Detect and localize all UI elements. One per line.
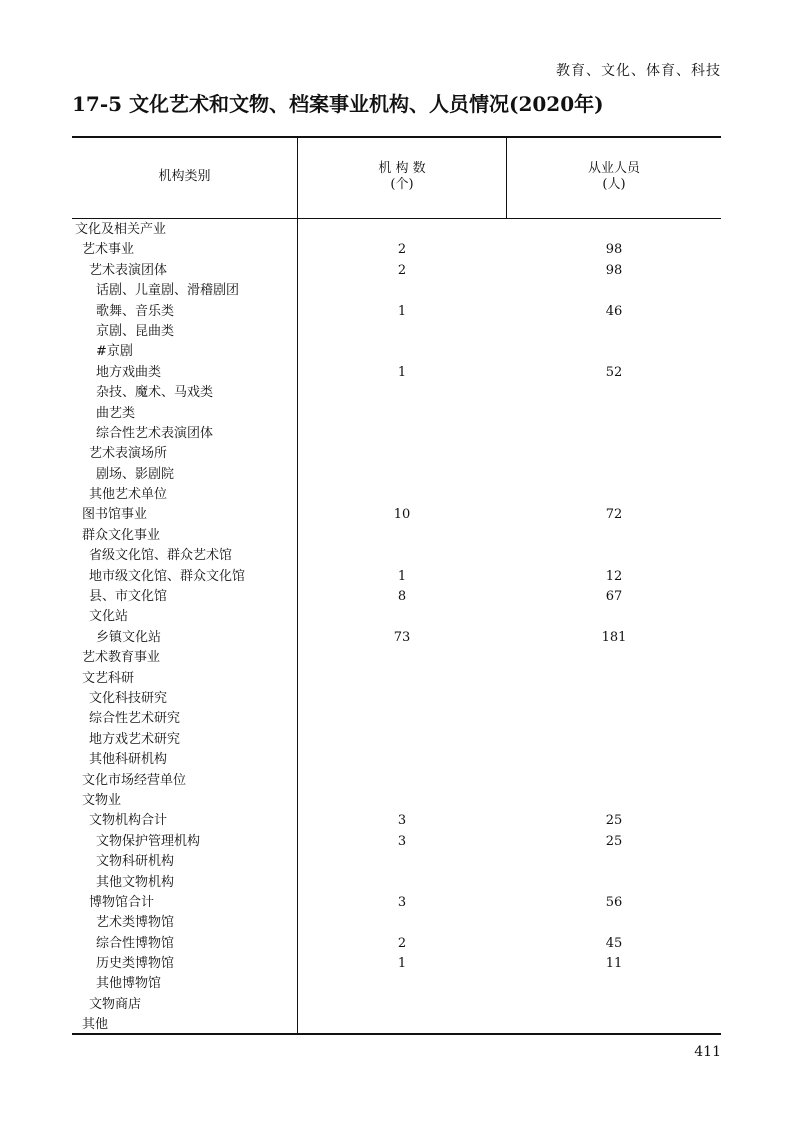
row-label: 其他 [82, 1017, 109, 1033]
row-label: 省级文化馆、群众艺术馆 [89, 548, 233, 564]
row-label: 地方戏艺术研究 [89, 731, 181, 747]
header-staff-label: 从业人员 [587, 161, 640, 176]
row-institution-count: 1 [397, 956, 407, 972]
table-row [72, 485, 721, 505]
table-row [72, 505, 721, 525]
row-label: 杂技、魔术、马戏类 [96, 385, 214, 401]
row-label: 艺术教育事业 [82, 650, 161, 666]
header-category-label: 机构类别 [158, 169, 211, 184]
header-staff [507, 136, 721, 218]
row-label: #京剧 [96, 344, 133, 360]
row-staff-count: 67 [605, 589, 623, 605]
table-row [72, 587, 721, 607]
row-label: 其他艺术单位 [89, 487, 168, 503]
table-row [72, 342, 721, 362]
row-label: 歌舞、音乐类 [96, 303, 175, 319]
table-row [72, 974, 721, 994]
row-label: 艺术事业 [82, 242, 135, 258]
table-row [72, 852, 721, 872]
row-label: 其他科研机构 [89, 752, 168, 768]
row-label: 综合性艺术表演团体 [96, 425, 214, 441]
table-row [72, 689, 721, 709]
table-row [72, 669, 721, 689]
row-label: 话剧、儿童剧、滑稽剧团 [96, 283, 240, 299]
page-number: 411 [694, 1044, 721, 1060]
row-staff-count: 52 [605, 364, 623, 380]
row-label: 综合性艺术研究 [89, 711, 181, 727]
row-label: 文化及相关产业 [75, 222, 167, 237]
row-label: 文艺科研 [82, 670, 135, 686]
table-header-rule [72, 218, 721, 219]
table-row [72, 302, 721, 322]
row-label: 文物商店 [89, 996, 142, 1012]
header-staff-unit: (人) [602, 177, 626, 192]
table-row [72, 750, 721, 770]
row-institution-count: 2 [397, 242, 407, 258]
row-label: 艺术类博物馆 [96, 915, 175, 931]
row-label: 地市级文化馆、群众文化馆 [89, 568, 246, 584]
row-staff-count: 46 [605, 303, 623, 319]
row-label: 艺术表演团体 [89, 262, 168, 278]
row-staff-count: 72 [605, 507, 623, 523]
table-row [72, 730, 721, 750]
row-label: 群众文化事业 [82, 527, 161, 543]
table-row [72, 771, 721, 791]
row-label: 艺术表演场所 [89, 446, 168, 462]
row-label: 文化市场经营单位 [82, 772, 187, 788]
row-institution-count: 10 [393, 507, 411, 523]
table-row [72, 526, 721, 546]
header-category [72, 136, 297, 218]
row-label: 历史类博物馆 [96, 956, 175, 972]
row-institution-count: 1 [397, 568, 407, 584]
row-label: 其他博物馆 [96, 976, 162, 992]
row-label: 综合性博物馆 [96, 935, 175, 951]
row-label: 乡镇文化站 [96, 629, 162, 645]
row-label: 博物馆合计 [89, 894, 155, 910]
table-row [72, 220, 721, 240]
table-row [72, 954, 721, 974]
row-staff-count: 181 [601, 629, 627, 645]
row-label: 图书馆事业 [82, 507, 148, 523]
table-row [72, 791, 721, 811]
row-label: 文化科技研究 [89, 690, 168, 706]
row-institution-count: 3 [397, 894, 407, 910]
row-label: 县、市文化馆 [89, 589, 168, 605]
row-label: 剧场、影剧院 [96, 466, 175, 482]
table-row [72, 709, 721, 729]
row-institution-count: 2 [397, 262, 407, 278]
row-label: 文化站 [89, 609, 129, 625]
row-staff-count: 56 [605, 894, 623, 910]
table-row [72, 465, 721, 485]
row-institution-count: 8 [397, 589, 407, 605]
row-label: 文物业 [82, 792, 122, 808]
row-staff-count: 98 [605, 262, 623, 278]
row-label: 其他文物机构 [96, 874, 175, 890]
table-row [72, 404, 721, 424]
table-row [72, 648, 721, 668]
row-institution-count: 3 [397, 813, 407, 829]
header-institutions-label: 机 构 数 [378, 161, 426, 176]
row-label: 文物机构合计 [89, 813, 168, 829]
table-row [72, 832, 721, 852]
row-staff-count: 45 [605, 935, 623, 951]
row-institution-count: 3 [397, 833, 407, 849]
table-body [72, 220, 721, 1036]
row-staff-count: 11 [605, 956, 623, 972]
row-label: 文物保护管理机构 [96, 833, 201, 849]
table-row [72, 811, 721, 831]
table-row [72, 322, 721, 342]
table-row [72, 240, 721, 260]
table-row [72, 1015, 721, 1035]
row-institution-count: 1 [397, 364, 407, 380]
row-label: 京剧、昆曲类 [96, 323, 175, 339]
table-row [72, 281, 721, 301]
table-row [72, 383, 721, 403]
table-row [72, 567, 721, 587]
table-row [72, 444, 721, 464]
table-row [72, 893, 721, 913]
table-row [72, 424, 721, 444]
section-header: 教育、文化、体育、科技 [556, 63, 721, 79]
table-row [72, 934, 721, 954]
table-row [72, 261, 721, 281]
row-label: 地方戏曲类 [96, 364, 162, 380]
table-row [72, 873, 721, 893]
row-staff-count: 25 [605, 833, 623, 849]
header-institutions-unit: (个) [390, 177, 414, 192]
table-row [72, 607, 721, 627]
row-staff-count: 25 [605, 813, 623, 829]
table-row [72, 995, 721, 1015]
row-institution-count: 1 [397, 303, 407, 319]
row-institution-count: 2 [397, 935, 407, 951]
row-staff-count: 12 [605, 568, 623, 584]
table-row [72, 546, 721, 566]
table-row [72, 628, 721, 648]
page-title: 17-5 文化艺术和文物、档案事业机构、人员情况(2020年) [72, 92, 604, 116]
row-label: 曲艺类 [96, 405, 136, 421]
table-row [72, 363, 721, 383]
row-label: 文物科研机构 [96, 854, 175, 870]
row-institution-count: 73 [393, 629, 411, 645]
row-staff-count: 98 [605, 242, 623, 258]
header-institutions [298, 136, 506, 218]
statistics-table [72, 136, 721, 1036]
table-row [72, 913, 721, 933]
